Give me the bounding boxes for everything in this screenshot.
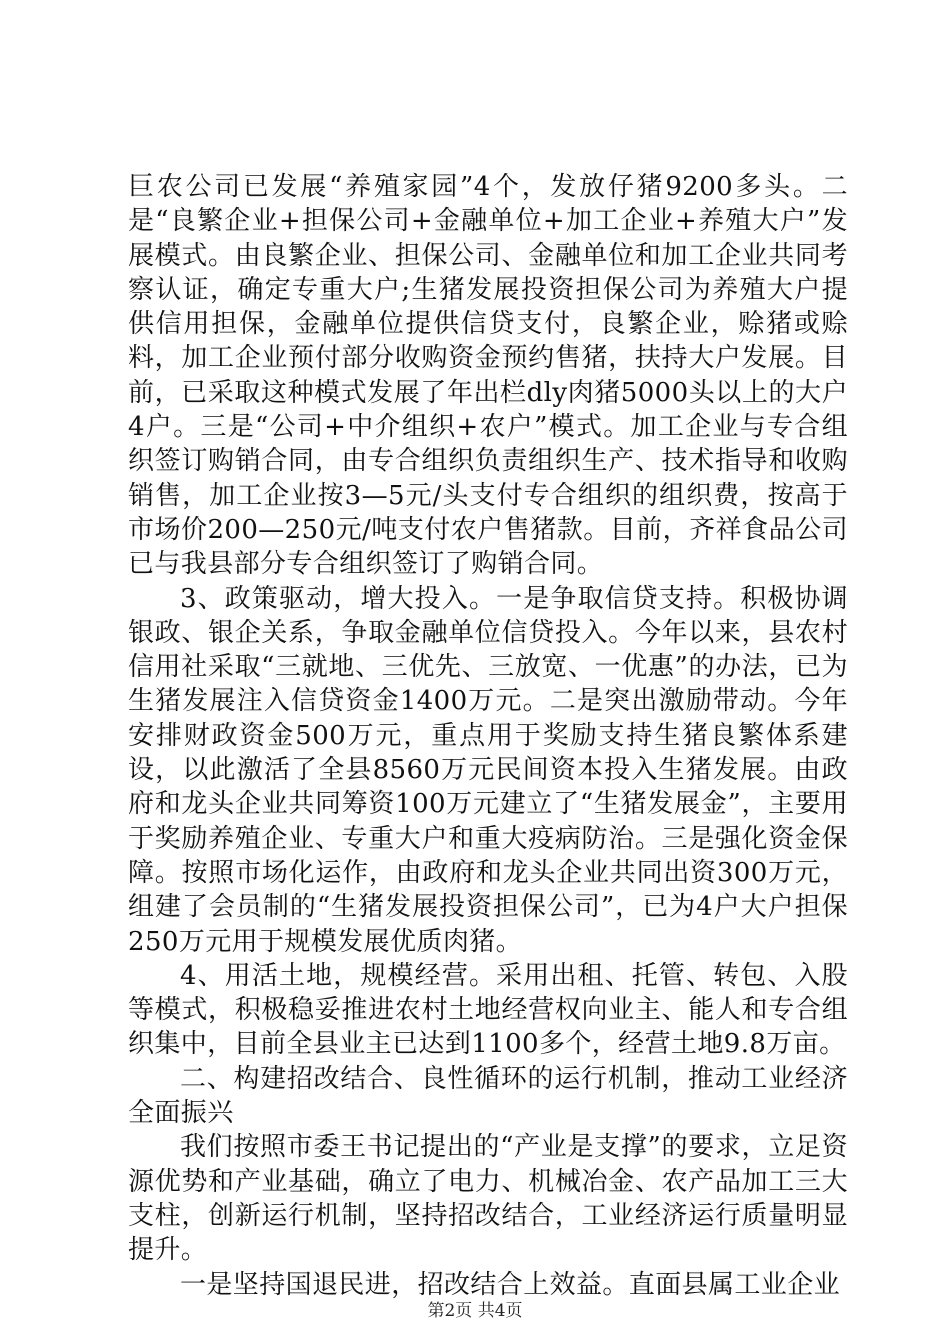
paragraph-continued: 巨农公司已发展“养殖家园”4个，发放仔猪9200多头。二是“良繁企业+担保公司+金融单位+加工企业+养殖大户”发展模式。由良繁企业、担保公司、金融单位和加工企业共同考察认证，确定专重大户;生猪发展投资担保公司为养殖大户提供信用担保，金融单位提供信贷支付，良繁企业，赊猪或赊料，加工企业预付部分收购资金预约售猪，扶持大户发展。目前，已采取这种模式发展了年出栏dly肉猪5000头以上的大户4户。三是“公司+中介组织+农户”模式。加工企业与专合组织签订购销合同，由专合组织负责组织生产、技术指导和收购销售，加工企业按3—5元/头支付专合组织的组织费，按高于市场价200—250元/吨支付农户售猪款。目前，齐祥食品公司已与我县部分专合组织签订了购销合同。 [128, 172, 848, 580]
paragraph-policy-driven: 3、政策驱动，增大投入。一是争取信贷支持。积极协调银政、银企关系，争取金融单位信贷投入。今年以来，县农村信用社采取“三就地、三优先、三放宽、一优惠”的办法，已为生猪发展注入信贷资金1400万元。二是突出激励带动。今年安排财政资金500万元，重点用于奖励支持生猪良繁体系建设，以此激活了全县8560万元民间资本投入生猪发展。由政府和龙头企业共同筹资100万元建立了“生猪发展金”，主要用于奖励养殖企业、专重大户和重大疫病防治。三是强化资金保障。按照市场化运作，由政府和龙头企业共同出资300万元，组建了会员制的“生猪发展投资担保公司”，已为4户大户担保250万元用于规模发展优质肉猪。 [128, 583, 848, 957]
document-body [128, 170, 848, 1302]
paragraph-state-retreat: 一是坚持国退民进，招改结合上效益。直面县属工业企业 [180, 1269, 841, 1300]
paragraph-land-use: 4、用活土地，规模经营。采用出租、托管、转包、入股等模式，积极稳妥推进农村土地经营权向业主、能人和专合组织集中，目前全县业主已达到1100多个，经营土地9.8万亩。 [128, 960, 848, 1060]
page-footer: 第2页 共4页 [427, 1301, 523, 1321]
paragraph-industry-intro: 我们按照市委王书记提出的“产业是支撑”的要求，立足资源优势和产业基础，确立了电力、机械冶金、农产品加工三大支柱，创新运行机制，坚持招改结合，工业经济运行质量明显提升。 [128, 1132, 848, 1266]
section-heading: 二、构建招改结合、良性循环的运行机制，推动工业经济全面振兴 [128, 1063, 848, 1129]
